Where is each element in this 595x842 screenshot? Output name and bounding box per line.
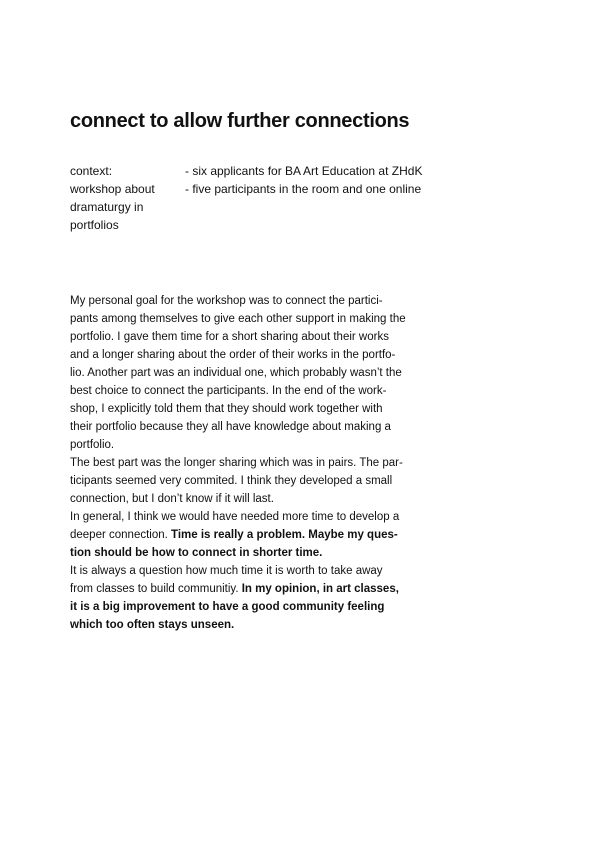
body-line: The best part was the longer sharing which was in pairs. The par-	[70, 457, 403, 469]
body-line: In general, I think we would have needed more time to develop a	[70, 511, 400, 523]
body-text	[70, 292, 430, 634]
body-text-emphasis: Time is really a problem. Maybe my ques-	[171, 529, 398, 541]
body-line	[70, 598, 430, 616]
context-label-line: context:	[70, 164, 113, 178]
body-line: best choice to connect the participants. In the end of the work-	[70, 385, 387, 397]
body-line: It is always a question how much time it is worth to take away	[70, 565, 383, 577]
context-list	[185, 162, 445, 198]
body-text-emphasis: it is a big improvement to have a good community feeling	[70, 601, 385, 613]
body-text-emphasis: which too often stays unseen.	[70, 619, 235, 631]
body-text-normal: deeper connection.	[70, 529, 172, 541]
body-line	[70, 580, 430, 598]
body-line: portfolio.	[70, 439, 115, 451]
body-line: pants among themselves to give each other support in making the	[70, 313, 406, 325]
context-item: - five participants in the room and one online	[185, 182, 422, 196]
body-text-emphasis: In my opinion, in art classes,	[241, 583, 399, 595]
body-line	[70, 544, 430, 562]
context-item: - six applicants for BA Art Education at ZHdK	[185, 164, 423, 178]
body-line	[70, 526, 430, 544]
context-label	[70, 162, 180, 234]
body-line: portfolio. I gave them time for a short sharing about their works	[70, 331, 389, 343]
body-line: My personal goal for the workshop was to connect the partici-	[70, 295, 383, 307]
body-line: ticipants seemed very commited. I think they developed a small	[70, 475, 393, 487]
context-label-line: portfolios	[70, 218, 119, 232]
body-text-emphasis: tion should be how to connect in shorter time.	[70, 547, 323, 559]
body-line: connection, but I don’t know if it will last.	[70, 493, 274, 505]
context-label-line: dramaturgy in	[70, 200, 144, 214]
context-label-line: workshop about	[70, 182, 155, 196]
body-line: their portfolio because they all have knowledge about making a	[70, 421, 391, 433]
body-line: shop, I explicitly told them that they should work together with	[70, 403, 383, 415]
body-line	[70, 616, 430, 634]
body-text-normal: from classes to build communitiy.	[70, 583, 242, 595]
page-title: connect to allow further connections	[70, 110, 410, 132]
body-line: lio. Another part was an individual one, which probably wasn’t the	[70, 367, 402, 379]
body-line: and a longer sharing about the order of their works in the portfo-	[70, 349, 396, 361]
